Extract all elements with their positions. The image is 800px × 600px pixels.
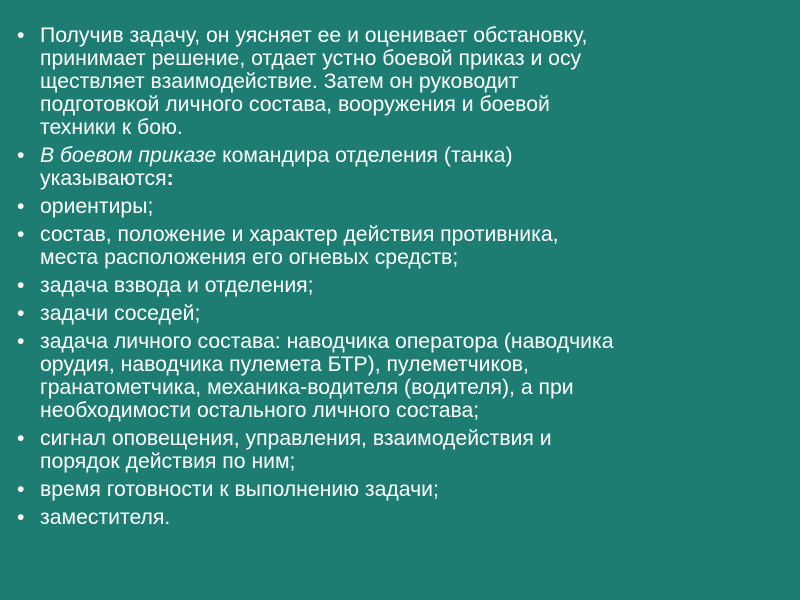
- list-item: [17, 144, 787, 190]
- bullet-icon: •: [17, 330, 25, 353]
- list-item: [17, 506, 787, 529]
- list-item: [17, 478, 787, 501]
- list-item: [17, 195, 787, 218]
- bullet-icon: •: [17, 478, 25, 501]
- bullet-icon: •: [17, 427, 25, 450]
- list-item: [17, 330, 787, 422]
- list-item-text: ориентиры;: [40, 195, 154, 218]
- list-item: [17, 223, 787, 269]
- bullet-icon: •: [17, 24, 25, 47]
- bullet-icon: •: [17, 144, 25, 167]
- list-item-text: сигнал оповещения, управления, взаимодействия и порядок действия по ним;: [40, 427, 552, 473]
- bullet-icon: •: [17, 302, 25, 325]
- list-item-text: Получив задачу, он уясняет ее и оценивает обстановку, принимает решение, отдает устно боевой приказ и осу ществляет взаимодействие. Затем он руководит подготовкой личного состава, вооружения и боевой техники к бою.: [40, 24, 588, 139]
- list-item: [17, 427, 787, 473]
- list-item: [17, 302, 787, 325]
- emphasis-text: В боевом приказе: [40, 144, 217, 167]
- bullet-icon: •: [17, 274, 25, 297]
- bullet-icon: •: [17, 195, 25, 218]
- list-item-text: задача личного состава: наводчика оператора (наводчика орудия, наводчика пулемета БТР), пулеметчиков, гранатометчика, механика-водителя (водителя), а при необходимости остального личного состава;: [40, 330, 614, 422]
- list-item-text: состав, положение и характер действия противника, места расположения его огневых средств;: [40, 223, 559, 269]
- list-item-text: задача взвода и отделения;: [40, 274, 314, 297]
- slide-content: [17, 24, 787, 534]
- list-item-text: задачи соседей;: [40, 302, 201, 325]
- list-item: [17, 24, 787, 139]
- strong-colon: :: [166, 167, 174, 190]
- list-item-text: заместителя.: [40, 506, 171, 529]
- list-item-text: [40, 144, 787, 190]
- bullet-icon: •: [17, 223, 25, 246]
- list-item-text-rest: командира отделения (танка) указываются: [40, 144, 513, 190]
- bullet-icon: •: [17, 506, 25, 529]
- list-item-text: время готовности к выполнению задачи;: [40, 478, 439, 501]
- bullet-list: [17, 24, 787, 529]
- list-item: [17, 274, 787, 297]
